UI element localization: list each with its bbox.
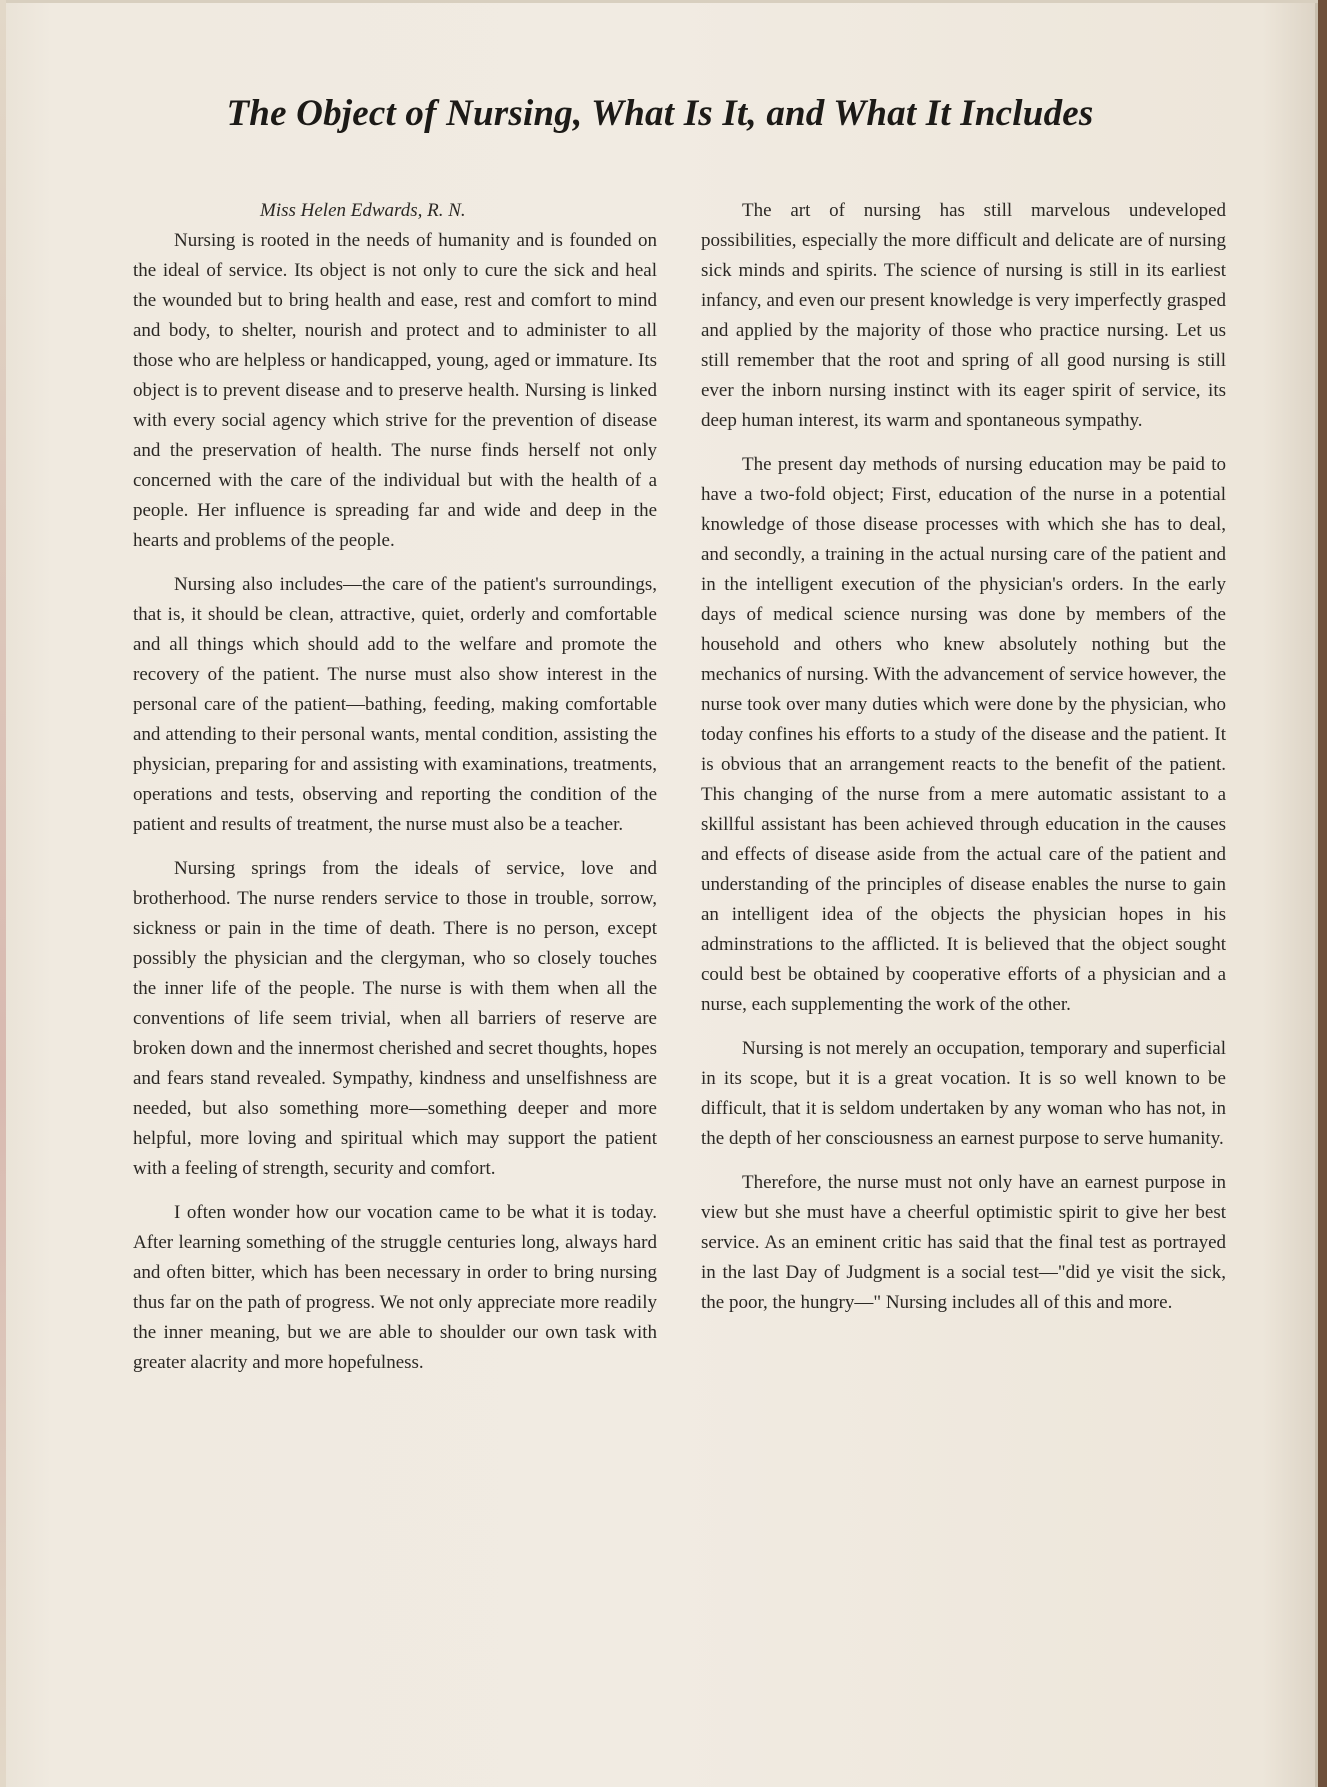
paragraph: The present day methods of nursing education may be paid to have a two-fold object; First, education of the nurse in a potential knowledge of those disease processes with which she has to deal, and secondly, a training in the actual nursing care of the patient and in the intelligent execution of the physician's orders. In the early days of medical science nursing was done by members of the household and others who knew absolutely nothing but the mechanics of nursing. With the advancement of service however, the nurse took over many duties which were done by the physician, who today confines his efforts to a study of the disease and the patient. It is obvious that an arrangement reacts to the benefit of the patient. This changing of the nurse from a mere automatic assistant to a skillful assistant has been achieved through education in the causes and effects of disease aside from the actual care of the patient and understanding of the principles of disease enables the nurse to gain an intelligent idea of the objects the physician hopes in his adminstrations to the afflicted. It is believed that the object sought could best be obtained by cooperative efforts of a physician and a nurse, each supplementing the work of the other.: [701, 454, 1226, 1015]
paragraph: I often wonder how our vocation came to be what it is today. After learning something of the struggle centuries long, always hard and often bitter, which has been necessary in order to bring nursing thus far on the path of progress. We not only appreciate more readily the inner meaning, but we are able to shoulder our own task with greater alacrity and more hopefulness.: [133, 1202, 657, 1373]
right-column: [701, 196, 1226, 1318]
paragraph: Nursing is rooted in the needs of humanity and is founded on the ideal of service. Its object is not only to cure the sick and heal the wounded but to bring health and ease, rest and comfort to mind and body, to shelter, nourish and protect and to administer to all those who are helpless or handicapped, young, aged or immature. Its object is to prevent disease and to preserve health. Nursing is linked with every social agency which strive for the prevention of disease and the preservation of health. The nurse finds herself not only concerned with the care of the individual but with the health of a people. Her influence is spreading far and wide and deep in the hearts and problems of the people.: [133, 230, 657, 551]
page-binding-edge: [0, 0, 6, 1787]
author-byline: Miss Helen Edwards, R. N.: [260, 200, 466, 221]
left-column: [133, 196, 657, 1378]
article-title: The Object of Nursing, What Is It, and What It Includes: [226, 93, 1094, 134]
paragraph: Nursing also includes—the care of the patient's surroundings, that is, it should be clean, attractive, quiet, orderly and comfortable and all things which should add to the welfare and promote the recovery of the patient. The nurse must also show interest in the personal care of the patient—bathing, feeding, making comfortable and attending to their personal wants, mental condition, assisting the physician, preparing for and assisting with examinations, treatments, operations and tests, observing and reporting the condition of the patient and results of treatment, the nurse must also be a teacher.: [133, 574, 657, 835]
paragraph: Nursing springs from the ideals of service, love and brotherhood. The nurse renders service to those in trouble, sorrow, sickness or pain in the time of death. There is no person, except possibly the physician and the clergyman, who so closely touches the inner life of the people. The nurse is with them when all the conventions of life seem trivial, when all barriers of reserve are broken down and the innermost cherished and secret thoughts, hopes and fears stand revealed. Sympathy, kindness and unselfishness are needed, but also something more—something deeper and more helpful, more loving and spiritual which may support the patient with a feeling of strength, security and comfort.: [133, 858, 657, 1179]
paragraph: Nursing is not merely an occupation, temporary and superficial in its scope, but it is a great vocation. It is so well known to be difficult, that it is seldom undertaken by any woman who has not, in the depth of her consciousness an earnest purpose to serve humanity.: [701, 1038, 1226, 1149]
page-top-edge: [0, 0, 1318, 3]
paragraph: The art of nursing has still marvelous undeveloped possibilities, especially the more difficult and delicate are of nursing sick minds and spirits. The science of nursing is still in its earliest infancy, and even our present knowledge is very imperfectly grasped and applied by the majority of those who practice nursing. Let us still remember that the root and spring of all good nursing is still ever the inborn nursing instinct with its eager spirit of service, its deep human interest, its warm and spontaneous sympathy.: [701, 200, 1226, 431]
paragraph: Therefore, the nurse must not only have an earnest purpose in view but she must have a cheerful optimistic spirit to give her best service. As an eminent critic has said that the final test as portrayed in the last Day of Judgment is a social test—"did ye visit the sick, the poor, the hungry—" Nursing includes all of this and more.: [701, 1172, 1226, 1313]
